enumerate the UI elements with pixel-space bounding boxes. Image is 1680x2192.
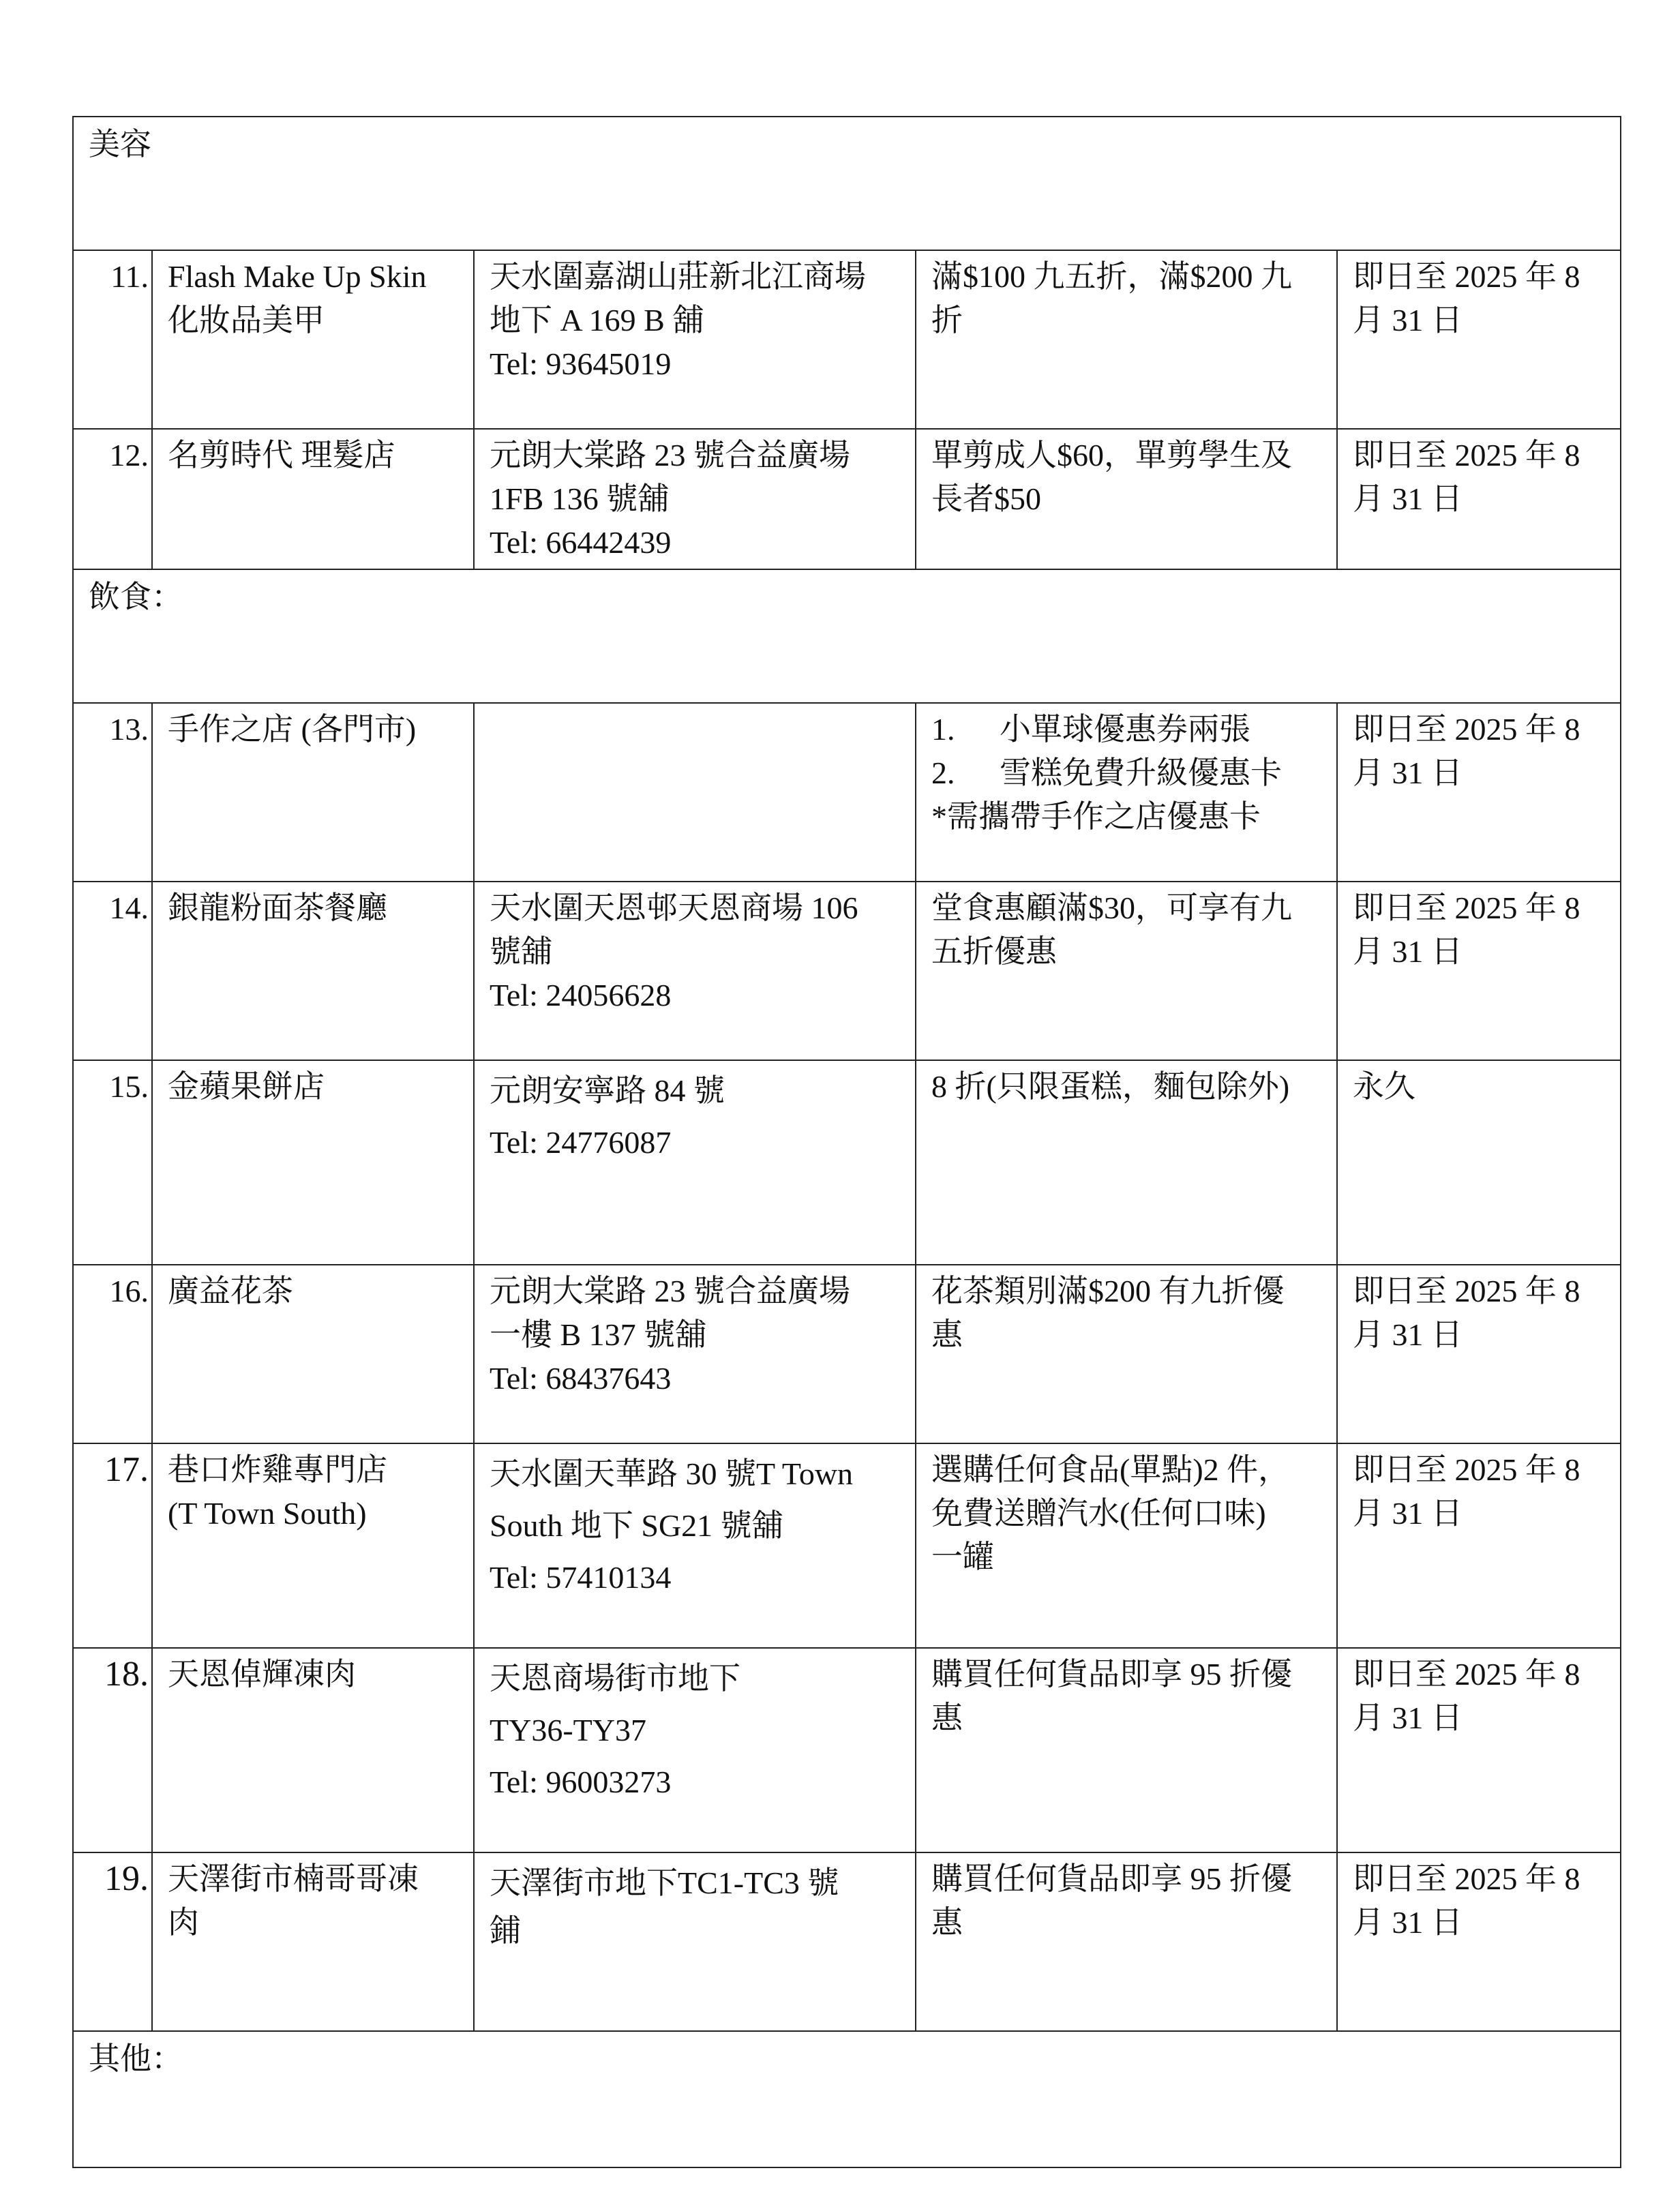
shop-address (474, 250, 916, 429)
row-number: 19. (73, 1852, 152, 2031)
shop-address (474, 882, 916, 1060)
phone-number: Tel: 24776087 (490, 1125, 672, 1160)
address-line: 天水圍嘉湖山莊新北江商場 (490, 259, 866, 294)
offer-period (1337, 882, 1621, 1060)
shop-name (152, 1265, 474, 1443)
table-row (73, 1443, 1621, 1648)
shop-name-line: 肉 (168, 1905, 199, 1940)
period-line: 月 31 日 (1353, 303, 1462, 337)
shop-name-line: 天澤街市楠哥哥凍 (168, 1861, 419, 1896)
period-line: 即日至 2025 年 8 (1353, 438, 1580, 472)
offer (916, 1443, 1337, 1648)
row-number: 17. (73, 1443, 152, 1648)
offer (916, 1265, 1337, 1443)
shop-name (152, 1648, 474, 1852)
offer-line: 五折優惠 (931, 934, 1057, 969)
offer-period (1337, 703, 1621, 882)
period-line: 月 31 日 (1353, 1700, 1462, 1735)
section-title: 飲食： (73, 569, 1621, 703)
period-line: 月 31 日 (1353, 1496, 1462, 1531)
row-number: 14. (73, 882, 152, 1060)
offer (916, 1648, 1337, 1852)
address-line: 天水圍天華路 30 號T Town (490, 1456, 854, 1491)
shop-name (152, 703, 474, 882)
offer-line: 滿$100 九五折，滿$200 九 (931, 259, 1292, 294)
address-line: TY36-TY37 (490, 1713, 646, 1747)
shop-address (474, 1648, 916, 1852)
period-line: 即日至 2025 年 8 (1353, 1452, 1580, 1487)
period-line: 即日至 2025 年 8 (1353, 1274, 1580, 1308)
shop-address (474, 1265, 916, 1443)
offer-line: 惠 (931, 1905, 963, 1940)
period-line: 即日至 2025 年 8 (1353, 1861, 1580, 1896)
offer-note: *需攜帶手作之店優惠卡 (931, 799, 1261, 834)
shop-name (152, 429, 474, 569)
shop-address (474, 429, 916, 569)
shop-name-line: (T Town South) (168, 1496, 367, 1531)
row-number: 13. (73, 703, 152, 882)
row-number: 11. (73, 250, 152, 429)
offer-line: 惠 (931, 1317, 963, 1352)
period-line: 即日至 2025 年 8 (1353, 890, 1580, 925)
row-number: 15. (73, 1060, 152, 1265)
offer (916, 703, 1337, 882)
offer (916, 882, 1337, 1060)
shop-name (152, 1443, 474, 1648)
offer-line: 一罐 (931, 1540, 994, 1574)
period-line: 月 31 日 (1353, 755, 1462, 790)
address-line: 1FB 136 號舖 (490, 481, 670, 516)
discount-table (72, 116, 1621, 2168)
shop-address (474, 1443, 916, 1648)
shop-name-line: 化妝品美甲 (168, 303, 325, 337)
offer-item-text: 小單球優惠券兩張 (1000, 712, 1250, 747)
row-number: 16. (73, 1265, 152, 1443)
section-header-beauty (73, 117, 1621, 250)
offer (916, 429, 1337, 569)
offer-list-item (931, 751, 1321, 795)
offer-period (1337, 1443, 1621, 1648)
address-line: 天恩商場街市地下 (490, 1661, 740, 1696)
shop-address (474, 1852, 916, 2031)
offer-line: 惠 (931, 1700, 963, 1735)
shop-name-line: Flash Make Up Skin (168, 259, 427, 294)
offer-line: 花茶類別滿$200 有九折優 (931, 1274, 1285, 1308)
period-line: 即日至 2025 年 8 (1353, 259, 1580, 294)
discount-list-page (72, 116, 1620, 2168)
offer-line: 購買任何貨品即享 95 折優 (931, 1657, 1292, 1692)
offer-line: 折 (931, 303, 963, 337)
table-row (73, 1060, 1621, 1265)
period-line: 永久 (1353, 1069, 1415, 1104)
row-number: 12. (73, 429, 152, 569)
shop-name-line: 銀龍粉面茶餐廳 (168, 890, 387, 925)
offer-line: 購買任何貨品即享 95 折優 (931, 1861, 1292, 1896)
shop-name (152, 1060, 474, 1265)
shop-name-line: 天恩倬輝凍肉 (168, 1657, 356, 1692)
period-line: 月 31 日 (1353, 1905, 1462, 1940)
row-number: 18. (73, 1648, 152, 1852)
address-line: South 地下 SG21 號舖 (490, 1508, 783, 1543)
section-title: 其他： (73, 2031, 1621, 2167)
period-line: 即日至 2025 年 8 (1353, 1657, 1580, 1692)
address-line: 元朗大棠路 23 號合益廣場 (490, 1274, 850, 1308)
address-line: 鋪 (490, 1913, 521, 1948)
shop-name-line: 手作之店 (各門市) (168, 712, 417, 747)
table-row (73, 1265, 1621, 1443)
shop-address (474, 703, 916, 882)
shop-address (474, 1060, 916, 1265)
period-line: 即日至 2025 年 8 (1353, 712, 1580, 747)
shop-name (152, 1852, 474, 2031)
address-line: 元朗安寧路 84 號 (490, 1073, 725, 1108)
phone-number: Tel: 93645019 (490, 346, 672, 381)
phone-number: Tel: 57410134 (490, 1560, 672, 1595)
table-row (73, 429, 1621, 569)
shop-name-line: 巷口炸雞專門店 (168, 1452, 387, 1487)
offer-item-text: 雪糕免費升級優惠卡 (1000, 755, 1282, 790)
offer-period (1337, 1265, 1621, 1443)
offer (916, 1060, 1337, 1265)
section-header-others (73, 2031, 1621, 2167)
section-title: 美容 (73, 117, 1621, 250)
table-row (73, 1852, 1621, 2031)
offer-line: 8 折(只限蛋糕，麵包除外) (931, 1069, 1290, 1104)
table-row (73, 250, 1621, 429)
phone-number: Tel: 66442439 (490, 525, 672, 560)
table-row (73, 882, 1621, 1060)
shop-name-line: 名剪時代 理髮店 (168, 438, 395, 472)
address-line: 一樓 B 137 號舖 (490, 1317, 707, 1352)
period-line: 月 31 日 (1353, 1317, 1462, 1352)
list-marker: 2. (931, 755, 955, 790)
offer-list-item (931, 708, 1321, 751)
period-line: 月 31 日 (1353, 481, 1462, 516)
address-line: 地下 A 169 B 舖 (490, 303, 704, 337)
address-line: 號舖 (490, 934, 552, 969)
offer-line: 堂食惠顧滿$30，可享有九 (931, 890, 1292, 925)
offer (916, 250, 1337, 429)
address-line: 天澤街市地下TC1-TC3 號 (490, 1865, 839, 1900)
section-header-food (73, 569, 1621, 703)
phone-number: Tel: 24056628 (490, 978, 672, 1012)
offer-period (1337, 429, 1621, 569)
phone-number: Tel: 68437643 (490, 1361, 672, 1396)
offer-period (1337, 250, 1621, 429)
address-line: 天水圍天恩邨天恩商場 106 (490, 890, 858, 925)
period-line: 月 31 日 (1353, 934, 1462, 969)
shop-name (152, 882, 474, 1060)
offer-line: 長者$50 (931, 481, 1041, 516)
phone-number: Tel: 96003273 (490, 1765, 672, 1799)
shop-name-line: 金蘋果餅店 (168, 1069, 325, 1104)
table-row (73, 1648, 1621, 1852)
list-marker: 1. (931, 712, 955, 747)
shop-name (152, 250, 474, 429)
offer-period (1337, 1060, 1621, 1265)
offer-period (1337, 1852, 1621, 2031)
offer-period (1337, 1648, 1621, 1852)
offer-line: 單剪成人$60，單剪學生及 (931, 438, 1292, 472)
offer-line: 免費送贈汽水(任何口味) (931, 1496, 1266, 1531)
address-line: 元朗大棠路 23 號合益廣場 (490, 438, 850, 472)
table-row (73, 703, 1621, 882)
offer (916, 1852, 1337, 2031)
offer-line: 選購任何食品(單點)2 件， (931, 1452, 1290, 1487)
shop-name-line: 廣益花茶 (168, 1274, 293, 1308)
